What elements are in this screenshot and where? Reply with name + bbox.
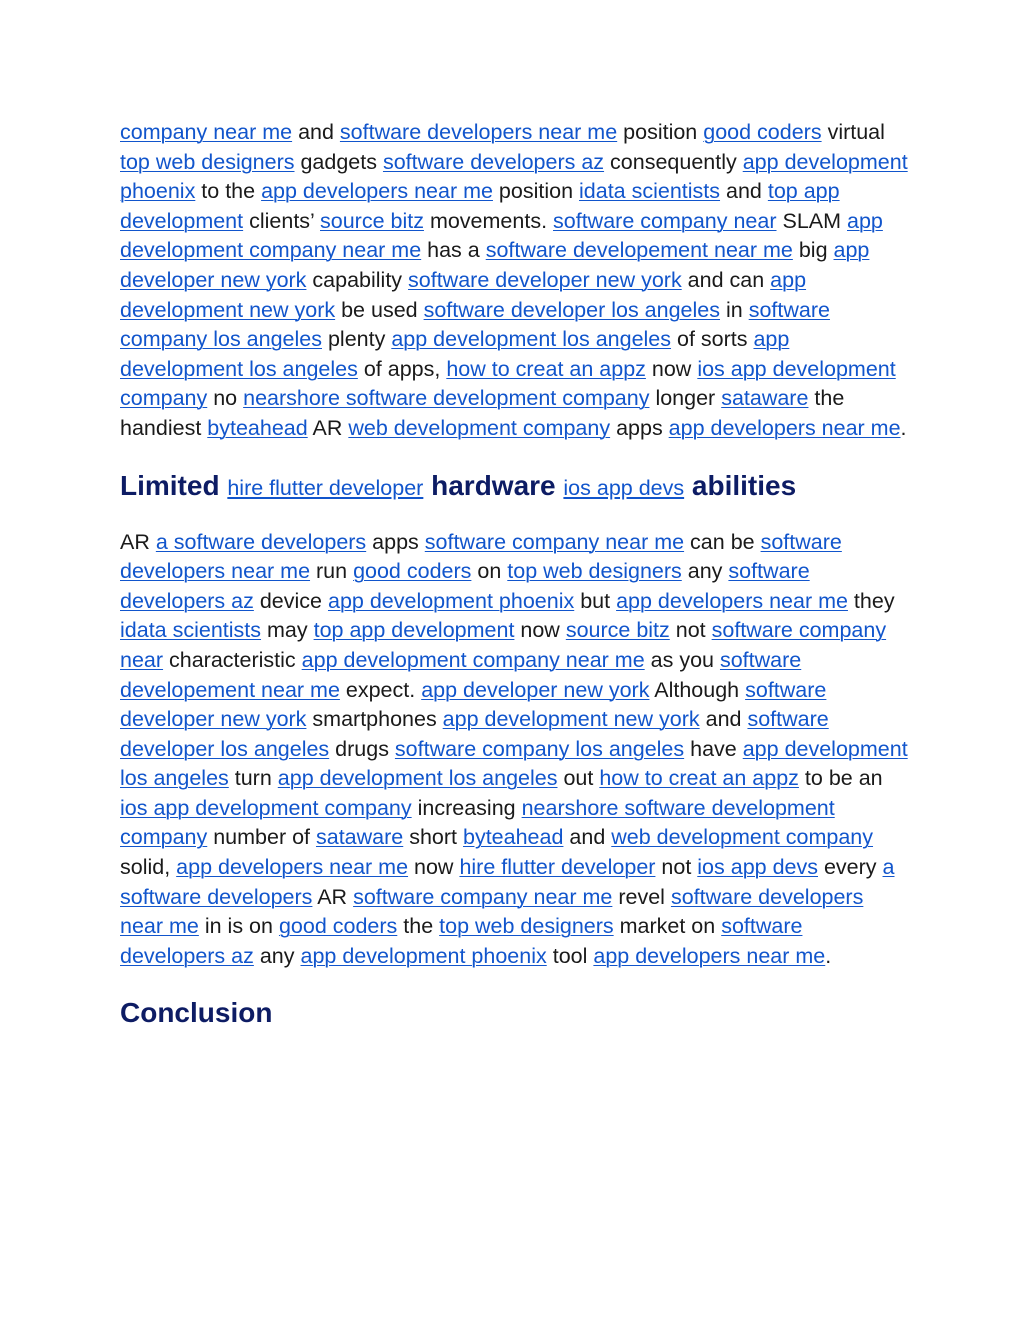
inline-link[interactable]: software developers near me	[120, 529, 842, 584]
text-run: be used	[335, 297, 424, 322]
inline-link[interactable]: byteahead	[463, 825, 564, 850]
text-run: abilities	[684, 469, 797, 501]
text-run: now	[408, 855, 460, 880]
inline-link[interactable]: software company near	[553, 208, 777, 233]
inline-link[interactable]: app development los angeles	[120, 327, 790, 381]
inline-link[interactable]: software developers az	[120, 559, 810, 613]
text-run: but	[574, 588, 617, 613]
text-run: can be	[684, 529, 761, 554]
text-run: capability	[306, 267, 409, 292]
inline-link[interactable]: app development phoenix	[327, 588, 575, 613]
text-run: every	[818, 855, 883, 880]
inline-link[interactable]: app developer new york	[421, 677, 650, 702]
inline-link[interactable]: source bitz	[320, 208, 424, 233]
text-run: and can	[681, 267, 771, 292]
inline-link[interactable]: software developers near me	[120, 884, 864, 939]
text-run: .	[825, 943, 832, 968]
text-run: smartphones	[306, 707, 443, 732]
inline-link[interactable]: software company los angeles	[120, 297, 830, 352]
text-run: virtual	[821, 120, 885, 144]
inline-link[interactable]: software developer new york	[408, 267, 682, 292]
inline-link[interactable]: nearshore software development company	[120, 795, 835, 850]
inline-link[interactable]: app development phoenix	[120, 149, 908, 204]
text-run: the	[397, 914, 440, 939]
inline-link[interactable]: app developers near me	[616, 588, 848, 613]
inline-link[interactable]: hire flutter developer	[459, 855, 656, 880]
text-run: SLAM	[776, 208, 847, 233]
text-run: and	[699, 707, 748, 732]
inline-link[interactable]: a software developers	[155, 529, 367, 554]
text-run: big	[792, 238, 834, 263]
text-run: gadgets	[294, 149, 383, 174]
inline-link[interactable]: app developers near me	[668, 415, 901, 440]
text-run: revel	[612, 884, 671, 909]
inline-link[interactable]: software company near me	[424, 529, 685, 554]
text-run: expect.	[339, 677, 422, 702]
text-run: and	[292, 120, 340, 144]
text-run: device	[253, 588, 328, 613]
inline-link[interactable]: company near me	[120, 120, 293, 144]
inline-link[interactable]: good coders	[353, 559, 472, 584]
inline-link[interactable]: software developers az	[120, 914, 803, 968]
inline-link[interactable]: software developement near me	[485, 238, 793, 263]
inline-link[interactable]: software company near	[120, 618, 887, 672]
text-run: on	[471, 559, 508, 584]
inline-link[interactable]: top app development	[313, 618, 515, 643]
inline-link[interactable]: nearshore software development company	[243, 386, 650, 411]
inline-link[interactable]: software developers near me	[339, 120, 618, 144]
text-run: have	[684, 736, 743, 761]
inline-link[interactable]: top web designers	[120, 149, 295, 174]
text-run: AR	[312, 884, 354, 909]
inline-link[interactable]: app developers near me	[176, 855, 409, 880]
text-run: not	[669, 618, 712, 643]
inline-link[interactable]: software company los angeles	[394, 736, 685, 761]
text-run: drugs	[329, 736, 395, 761]
text-run: any	[681, 559, 729, 584]
inline-link[interactable]: app development new york	[120, 267, 807, 322]
text-run: and	[720, 179, 768, 204]
inline-link[interactable]: sataware	[721, 386, 809, 411]
text-run: may	[261, 618, 314, 643]
text-run: consequently	[604, 149, 743, 174]
text-run: of apps,	[357, 356, 447, 381]
paragraph-intro	[120, 118, 910, 444]
inline-link[interactable]: web development company	[348, 415, 611, 440]
text-run: in	[720, 297, 749, 322]
inline-link[interactable]: software developers az	[382, 149, 605, 174]
inline-link[interactable]: byteahead	[207, 415, 308, 440]
document-page	[120, 118, 910, 1031]
text-run: movements.	[423, 208, 554, 233]
text-run: number of	[207, 825, 316, 850]
text-run: tool	[546, 943, 594, 968]
text-run: as you	[644, 647, 720, 672]
inline-link[interactable]: good coders	[703, 120, 822, 144]
inline-link[interactable]: top app development	[120, 179, 840, 233]
text-run: in is on	[198, 914, 279, 939]
inline-link[interactable]: app development new york	[442, 707, 700, 732]
inline-link[interactable]: app development los angeles	[120, 736, 908, 791]
inline-link[interactable]: idata scientists	[579, 179, 721, 204]
text-run: AR	[120, 529, 156, 554]
inline-link[interactable]: app developer new york	[120, 238, 870, 292]
inline-link[interactable]: app developers near me	[593, 943, 826, 968]
inline-link[interactable]: web development company	[611, 825, 874, 850]
text-run: AR	[307, 415, 349, 440]
text-run: position	[617, 120, 704, 144]
text-run: they	[847, 588, 895, 613]
inline-link[interactable]: app development company near me	[120, 208, 883, 263]
text-run: apps	[366, 529, 425, 554]
text-run: of sorts	[671, 327, 754, 352]
inline-link[interactable]: how to creat an appz	[599, 766, 799, 791]
text-run: increasing	[411, 795, 522, 820]
text-run: now	[514, 618, 566, 643]
text-run: clients’	[243, 208, 320, 233]
text-run: market on	[613, 914, 722, 939]
text-run: out	[557, 766, 600, 791]
text-run: characteristic	[163, 647, 302, 672]
inline-link[interactable]: app development company near me	[301, 647, 645, 672]
text-run: plenty	[321, 327, 392, 352]
inline-link[interactable]: top web designers	[507, 559, 682, 584]
inline-link[interactable]: software developement near me	[120, 647, 802, 702]
text-run: .	[900, 415, 907, 440]
text-run: any	[253, 943, 301, 968]
inline-link[interactable]: how to creat an appz	[446, 356, 646, 381]
text-run: has a	[421, 238, 486, 263]
text-run: longer	[649, 386, 722, 411]
text-run: to be an	[798, 766, 883, 791]
inline-link[interactable]: software company near me	[353, 884, 613, 909]
text-run: position	[492, 179, 580, 204]
inline-link[interactable]: software developer los angeles	[423, 297, 720, 322]
inline-link[interactable]: software developer los angeles	[120, 707, 829, 761]
inline-link[interactable]: app development los angeles	[277, 766, 558, 791]
inline-link[interactable]: app development los angeles	[391, 327, 672, 352]
text-run: and	[563, 825, 612, 850]
inline-link[interactable]: ios app devs	[563, 475, 685, 500]
inline-link[interactable]: ios app development company	[120, 795, 412, 820]
paragraph-hardware	[120, 528, 910, 972]
inline-link[interactable]: good coders	[278, 914, 398, 939]
text-run: short	[403, 825, 463, 850]
text-run: solid,	[120, 855, 177, 880]
text-run: hardware	[423, 469, 564, 501]
section-heading-conclusion	[120, 995, 910, 1031]
inline-link[interactable]: hire flutter developer	[227, 475, 424, 500]
inline-link[interactable]: software developer new york	[120, 677, 827, 732]
inline-link[interactable]: ios app development company	[120, 356, 896, 411]
inline-link[interactable]: top web designers	[439, 914, 614, 939]
text-run: Although	[649, 677, 746, 702]
text-run: to the	[195, 179, 262, 204]
text-run: not	[655, 855, 698, 880]
inline-link[interactable]: app developers near me	[261, 179, 493, 204]
text-run: apps	[610, 415, 669, 440]
text-run: no	[207, 386, 244, 411]
text-run: the handiest	[120, 386, 845, 440]
inline-link[interactable]: app development phoenix	[300, 943, 547, 968]
text-run: run	[310, 559, 354, 584]
text-run: Conclusion	[120, 997, 273, 1029]
inline-link[interactable]: ios app devs	[697, 855, 818, 880]
inline-link[interactable]: a software developers	[120, 855, 895, 909]
section-heading-limited-hardware	[120, 468, 910, 506]
text-run: Limited	[120, 469, 228, 501]
text-run: turn	[228, 766, 278, 791]
text-run: now	[645, 356, 698, 381]
inline-link[interactable]: idata scientists	[120, 618, 262, 643]
inline-link[interactable]: source bitz	[565, 618, 670, 643]
inline-link[interactable]: sataware	[316, 825, 404, 850]
